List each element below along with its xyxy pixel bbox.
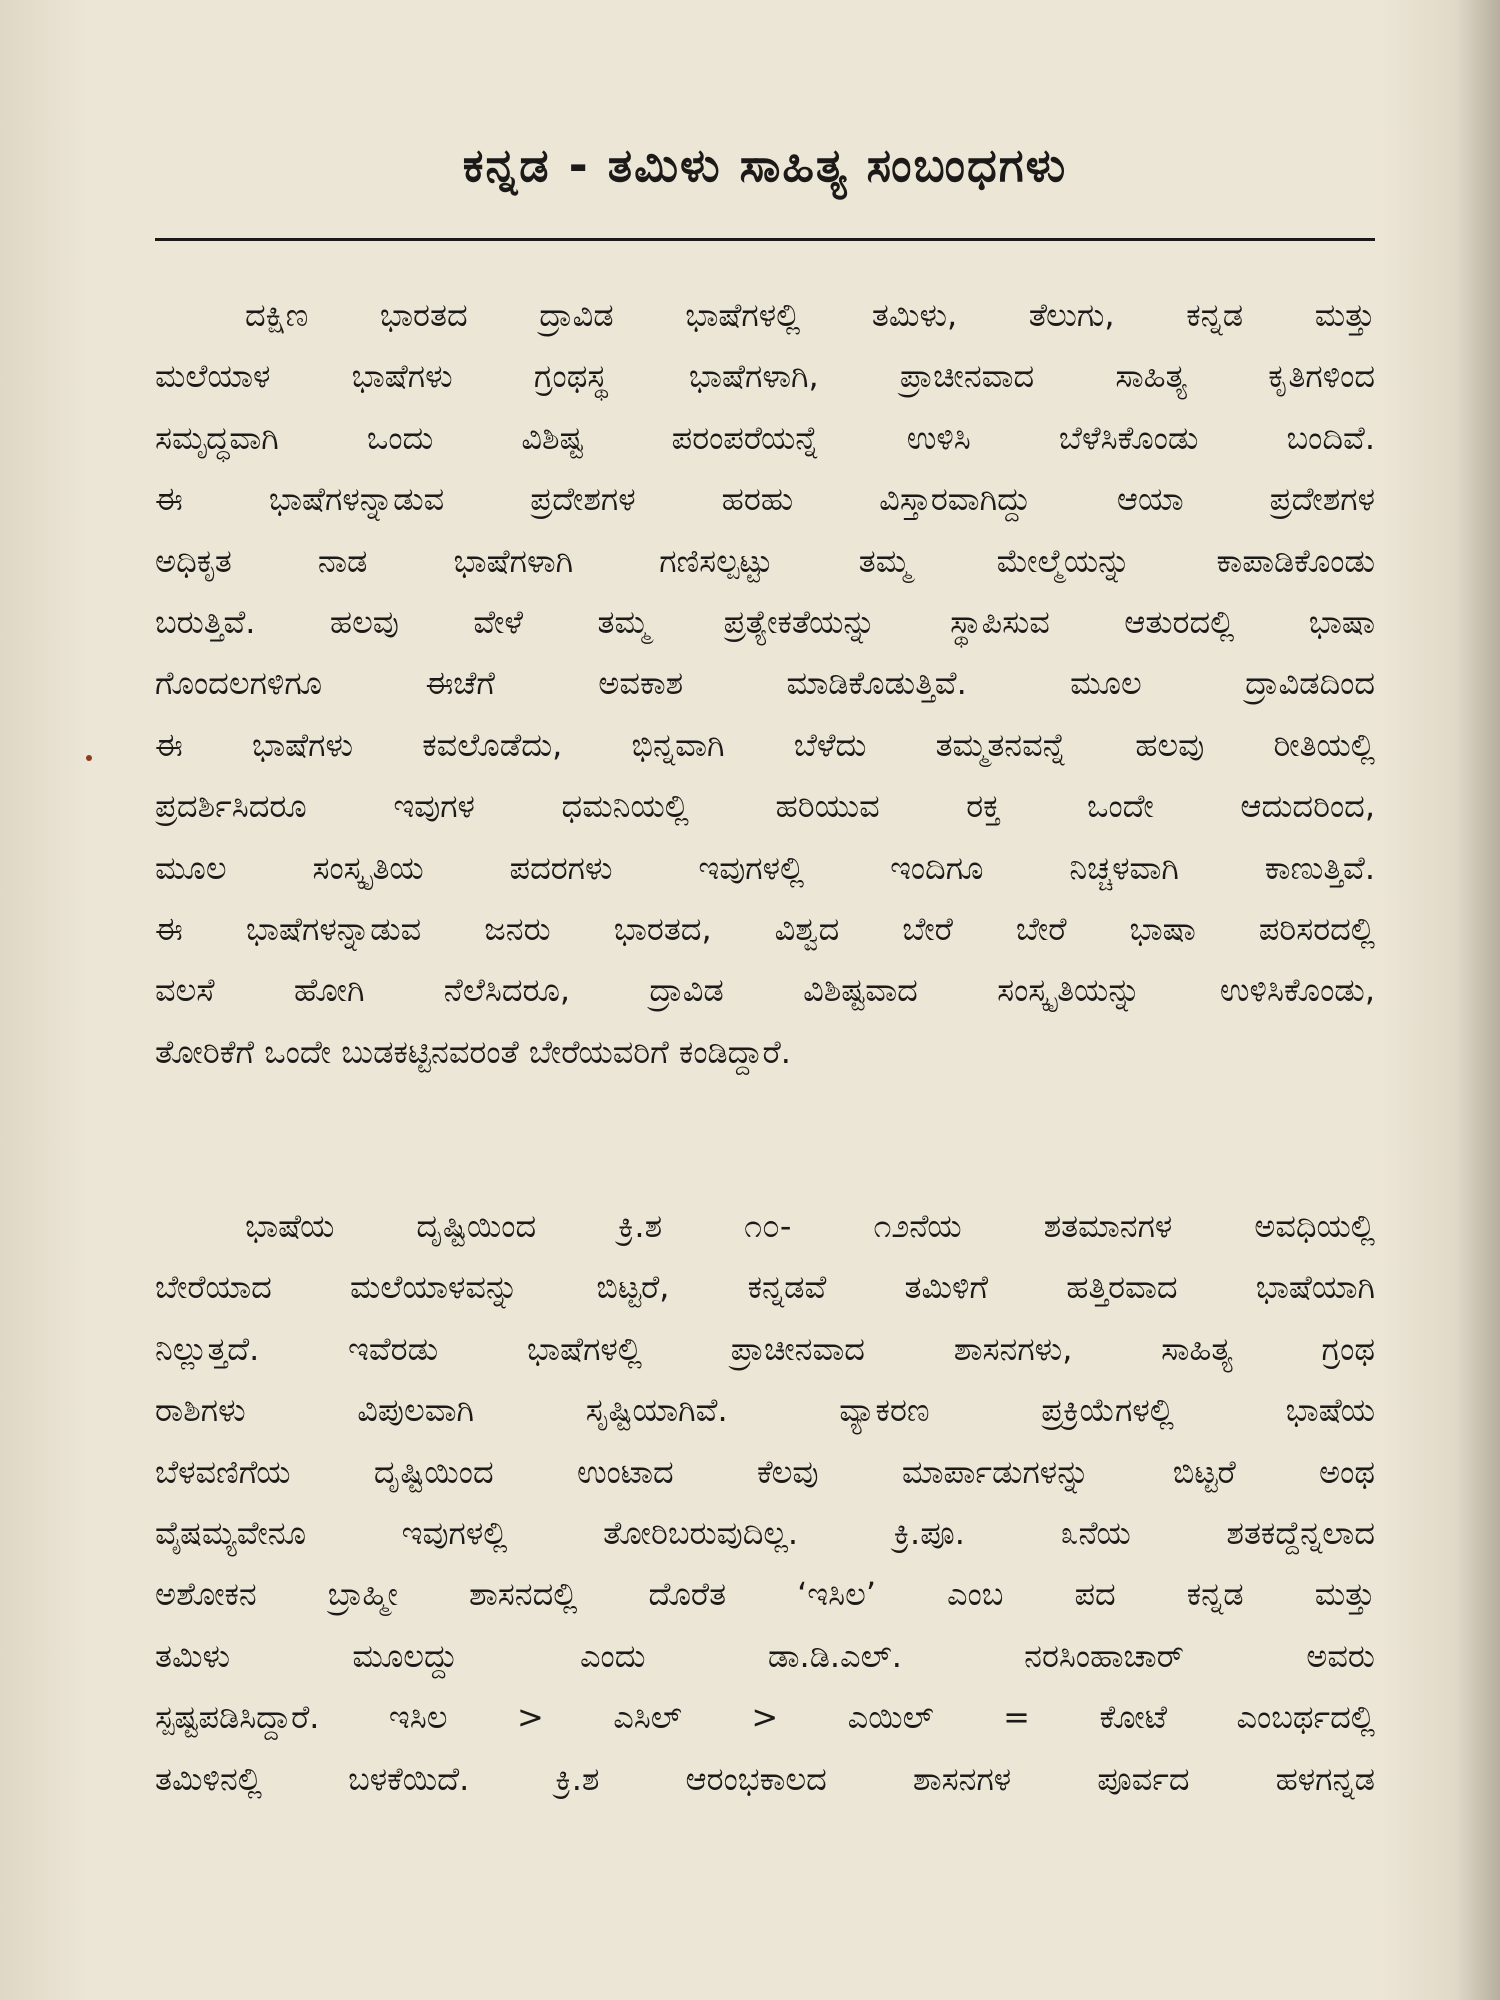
text-line: ಈ ಭಾಷೆಗಳು ಕವಲೊಡೆದು, ಭಿನ್ನವಾಗಿ ಬೆಳೆದು ತಮ್ಮತನವನ್ನೆ ಹಲವು ರೀತಿಯಲ್ಲಿ <box>155 725 1375 764</box>
text-line: ತೋರಿಕೆಗೆ ಒಂದೇ ಬುಡಕಟ್ಟಿನವರಂತೆ ಬೇರೆಯವರಿಗೆ ಕಂಡಿದ್ದಾರೆ. <box>155 1032 791 1071</box>
title-underline <box>155 238 1375 241</box>
ink-spot <box>86 755 92 761</box>
text-line: ತಮಿಳಿನಲ್ಲಿ ಬಳಕೆಯಿದೆ. ಕ್ರಿ.ಶ ಆರಂಭಕಾಲದ ಶಾಸನಗಳ ಪೂರ್ವದ ಹಳಗನ್ನಡ <box>155 1759 1375 1798</box>
text-line: ಗೊಂದಲಗಳಿಗೂ ಈಚೆಗೆ ಅವಕಾಶ ಮಾಡಿಕೊಡುತ್ತಿವೆ. ಮೂಲ ದ್ರಾವಿಡದಿಂದ <box>155 664 1375 703</box>
chapter-title: ಕನ್ನಡ - ತಮಿಳು ಸಾಹಿತ್ಯ ಸಂಬಂಧಗಳು <box>462 138 1068 192</box>
text-line: ಅಧಿಕೃತ ನಾಡ ಭಾಷೆಗಳಾಗಿ ಗಣಿಸಲ್ಪಟ್ಟು ತಮ್ಮ ಮೇಲ್ಮೆಯನ್ನು ಕಾಪಾಡಿಕೊಂಡು <box>155 541 1375 580</box>
text-line: ಮೂಲ ಸಂಸ್ಕೃತಿಯ ಪದರಗಳು ಇವುಗಳಲ್ಲಿ ಇಂದಿಗೂ ನಿಚ್ಚಳವಾಗಿ ಕಾಣುತ್ತಿವೆ. <box>155 848 1375 887</box>
text-line: ಸ್ಪಷ್ಟಪಡಿಸಿದ್ದಾರೆ. ಇಸಿಲ > ಎಸಿಲ್ > ಎಯಿಲ್ = ಕೋಟೆ ಎಂಬರ್ಥದಲ್ಲಿ <box>155 1698 1375 1737</box>
text-line: ರಾಶಿಗಳು ವಿಪುಲವಾಗಿ ಸೃಷ್ಟಿಯಾಗಿವೆ. ವ್ಯಾಕರಣ ಪ್ರಕ್ರಿಯೆಗಳಲ್ಲಿ ಭಾಷೆಯ <box>155 1391 1375 1430</box>
text-line: ಸಮೃದ್ಧವಾಗಿ ಒಂದು ವಿಶಿಷ್ಟ ಪರಂಪರೆಯನ್ನೆ ಉಳಿಸಿ ಬೆಳೆಸಿಕೊಂಡು ಬಂದಿವೆ. <box>155 418 1375 457</box>
text-line: ಈ ಭಾಷೆಗಳನ್ನಾಡುವ ಪ್ರದೇಶಗಳ ಹರಹು ವಿಸ್ತಾರವಾಗಿದ್ದು ಆಯಾ ಪ್ರದೇಶಗಳ <box>155 480 1375 519</box>
text-line: ತಮಿಳು ಮೂಲದ್ದು ಎಂದು ಡಾ.ಡಿ.ಎಲ್. ನರಸಿಂಹಾಚಾರ್ ಅವರು <box>155 1636 1375 1675</box>
text-line: ವಲಸೆ ಹೋಗಿ ನೆಲೆಸಿದರೂ, ದ್ರಾವಿಡ ವಿಶಿಷ್ಟವಾದ ಸಂಸ್ಕೃತಿಯನ್ನು ಉಳಿಸಿಕೊಂಡು, <box>155 971 1375 1010</box>
page-edge-shadow <box>1455 0 1500 2000</box>
text-line: ಈ ಭಾಷೆಗಳನ್ನಾಡುವ ಜನರು ಭಾರತದ, ವಿಶ್ವದ ಬೇರೆ ಬೇರೆ ಭಾಷಾ ಪರಿಸರದಲ್ಲಿ <box>155 909 1375 948</box>
text-line: ಪ್ರದರ್ಶಿಸಿದರೂ ಇವುಗಳ ಧಮನಿಯಲ್ಲಿ ಹರಿಯುವ ರಕ್ತ ಒಂದೇ ಆದುದರಿಂದ, <box>155 787 1375 826</box>
paragraph-2 <box>155 1196 1375 1810</box>
text-line: ದಕ್ಷಿಣ ಭಾರತದ ದ್ರಾವಿಡ ಭಾಷೆಗಳಲ್ಲಿ ತಮಿಳು, ತೆಲುಗು, ಕನ್ನಡ ಮತ್ತು <box>245 296 1375 334</box>
text-line: ಮಲೆಯಾಳ ಭಾಷೆಗಳು ಗ್ರಂಥಸ್ಥ ಭಾಷೆಗಳಾಗಿ, ಪ್ರಾಚೀನವಾದ ಸಾಹಿತ್ಯ ಕೃತಿಗಳಿಂದ <box>155 357 1375 396</box>
text-line: ಬರುತ್ತಿವೆ. ಹಲವು ವೇಳೆ ತಮ್ಮ ಪ್ರತ್ಯೇಕತೆಯನ್ನು ಸ್ಥಾಪಿಸುವ ಆತುರದಲ್ಲಿ ಭಾಷಾ <box>155 602 1375 641</box>
text-line: ಬೆಳವಣಿಗೆಯ ದೃಷ್ಟಿಯಿಂದ ಉಂಟಾದ ಕೆಲವು ಮಾರ್ಪಾಡುಗಳನ್ನು ಬಿಟ್ಟರೆ ಅಂಥ <box>155 1452 1375 1491</box>
text-line: ಭಾಷೆಯ ದೃಷ್ಟಿಯಿಂದ ಕ್ರಿ.ಶ ೧೦- ೧೨ನೆಯ ಶತಮಾನಗಳ ಅವಧಿಯಲ್ಲಿ <box>245 1207 1375 1245</box>
text-line: ನಿಲ್ಲುತ್ತದೆ. ಇವೆರಡು ಭಾಷೆಗಳಲ್ಲಿ ಪ್ರಾಚೀನವಾದ ಶಾಸನಗಳು, ಸಾಹಿತ್ಯ ಗ್ರಂಥ <box>155 1329 1375 1368</box>
text-line: ಬೇರೆಯಾದ ಮಲೆಯಾಳವನ್ನು ಬಿಟ್ಟರೆ, ಕನ್ನಡವೆ ತಮಿಳಿಗೆ ಹತ್ತಿರವಾದ ಭಾಷೆಯಾಗಿ <box>155 1268 1375 1307</box>
paragraph-1 <box>155 285 1375 1083</box>
text-line: ವೈಷಮ್ಯವೇನೂ ಇವುಗಳಲ್ಲಿ ತೋರಿಬರುವುದಿಲ್ಲ. ಕ್ರಿ.ಪೂ. ೩ನೆಯ ಶತಕದ್ದೆನ್ನಲಾದ <box>155 1513 1375 1552</box>
text-line: ಅಶೋಕನ ಬ್ರಾಹ್ಮೀ ಶಾಸನದಲ್ಲಿ ದೊರೆತ ‘ಇಸಿಲ’ ಎಂಬ ಪದ ಕನ್ನಡ ಮತ್ತು <box>155 1575 1375 1614</box>
